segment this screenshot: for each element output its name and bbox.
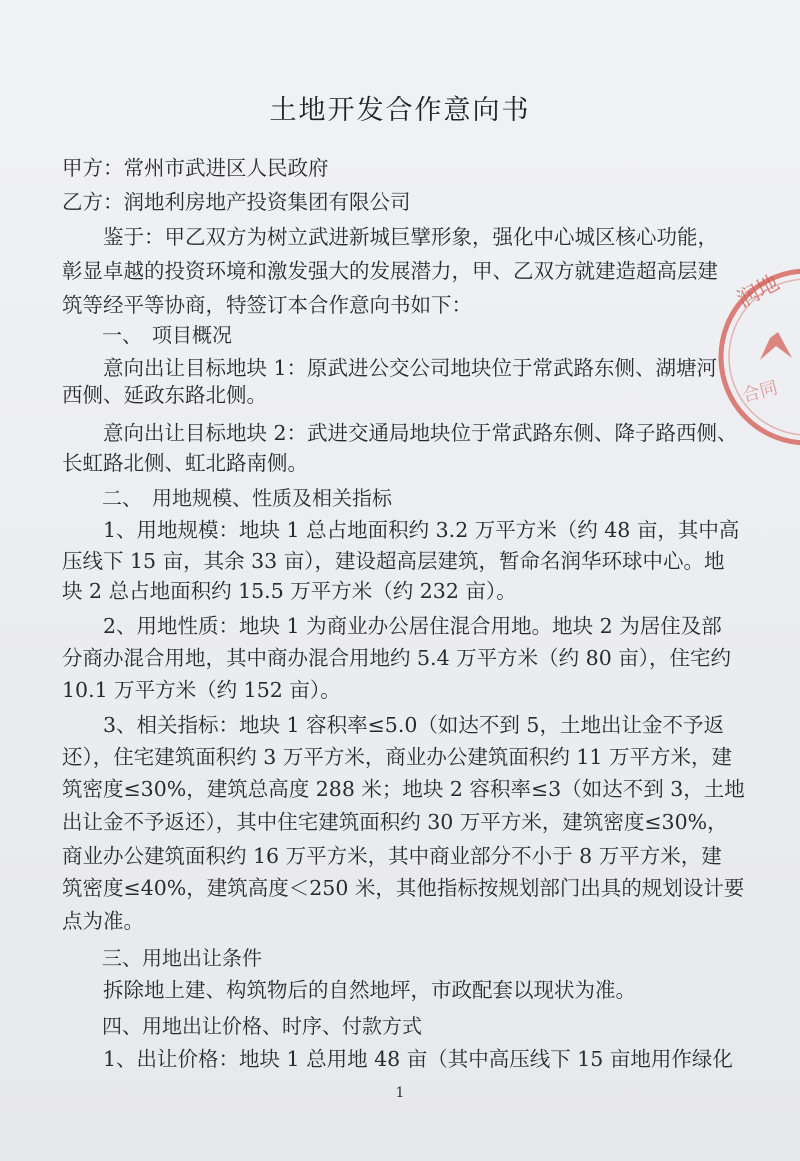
seal-star-icon — [760, 332, 792, 360]
body-line: 分商办混合用地，其中商办混合用地约 5.4 万平方米（约 80 亩），住宅约 — [62, 646, 732, 670]
body-line: 点为准。 — [62, 909, 144, 933]
body-line: 意向出让目标地块 2：武进交通局地块位于常武路东侧、降子路西侧、 — [62, 421, 738, 445]
svg-text:合同: 合同 — [739, 377, 781, 407]
section-heading: 四、用地出让价格、时序、付款方式 — [62, 1014, 422, 1038]
party-b-line: 乙方：润地利房地产投资集团有限公司 — [62, 190, 411, 214]
page-number: 1 — [395, 1085, 405, 1101]
document-title: 土地开发合作意向书 — [269, 95, 531, 126]
section-heading: 一、 项目概况 — [62, 323, 232, 347]
red-seal-stamp — [712, 262, 800, 452]
body-line: 3、相关指标：地块 1 容积率≤5.0（如达不到 5，土地出让金不予返 — [62, 713, 724, 737]
body-line: 筑等经平等协商，特签订本合作意向书如下： — [62, 293, 472, 317]
body-line: 意向出让目标地块 1：原武进公交公司地块位于常武路东侧、湖塘河 — [62, 356, 718, 380]
section-heading: 二、 用地规模、性质及相关指标 — [62, 486, 392, 510]
section-heading: 三、用地出让条件 — [62, 946, 262, 970]
body-line: 块 2 总占地面积约 15.5 万平方米（约 232 亩）。 — [62, 579, 517, 603]
body-line: 2、用地性质：地块 1 为商业办公居住混合用地。地块 2 为居住及部 — [62, 614, 722, 638]
body-line: 出让金不予返还），其中住宅建筑面积约 30 万平方米，建筑密度≤30%， — [62, 810, 728, 834]
body-line: 还），住宅建筑面积约 3 万平方米，商业办公建筑面积约 11 万平方米，建 — [62, 745, 732, 769]
party-a-line: 甲方：常州市武进区人民政府 — [62, 156, 329, 180]
body-line: 拆除地上建、构筑物后的自然地坪，市政配套以现状为准。 — [62, 978, 636, 1002]
body-line: 筑密度≤40%，建筑高度＜250 米，其他指标按规划部门出具的规划设计要 — [62, 876, 745, 900]
body-line: 1、用地规模：地块 1 总占地面积约 3.2 万平方米（约 48 亩，其中高 — [62, 518, 740, 542]
body-line: 商业办公建筑面积约 16 万平方米，其中商业部分不小于 8 万平方米，建 — [62, 844, 722, 868]
body-line: 1、出让价格：地块 1 总用地 48 亩（其中高压线下 15 亩地用作绿化 — [62, 1047, 733, 1071]
svg-text:润地: 润地 — [733, 270, 784, 314]
body-line: 压线下 15 亩，其余 33 亩），建设超高层建筑，暂命名润华环球中心。地 — [62, 549, 725, 573]
body-line: 彰显卓越的投资环境和激发强大的发展潜力，甲、乙双方就建造超高层建 — [62, 259, 718, 283]
body-line: 西侧、延政东路北侧。 — [62, 383, 267, 407]
body-line: 筑密度≤30%，建筑总高度 288 米；地块 2 容积率≤3（如达不到 3，土地 — [62, 777, 745, 801]
body-line: 鉴于：甲乙双方为树立武进新城巨擘形象，强化中心城区核心功能， — [62, 225, 718, 249]
body-line: 10.1 万平方米（约 152 亩）。 — [62, 678, 341, 702]
body-line: 长虹路北侧、虹北路南侧。 — [62, 451, 308, 475]
